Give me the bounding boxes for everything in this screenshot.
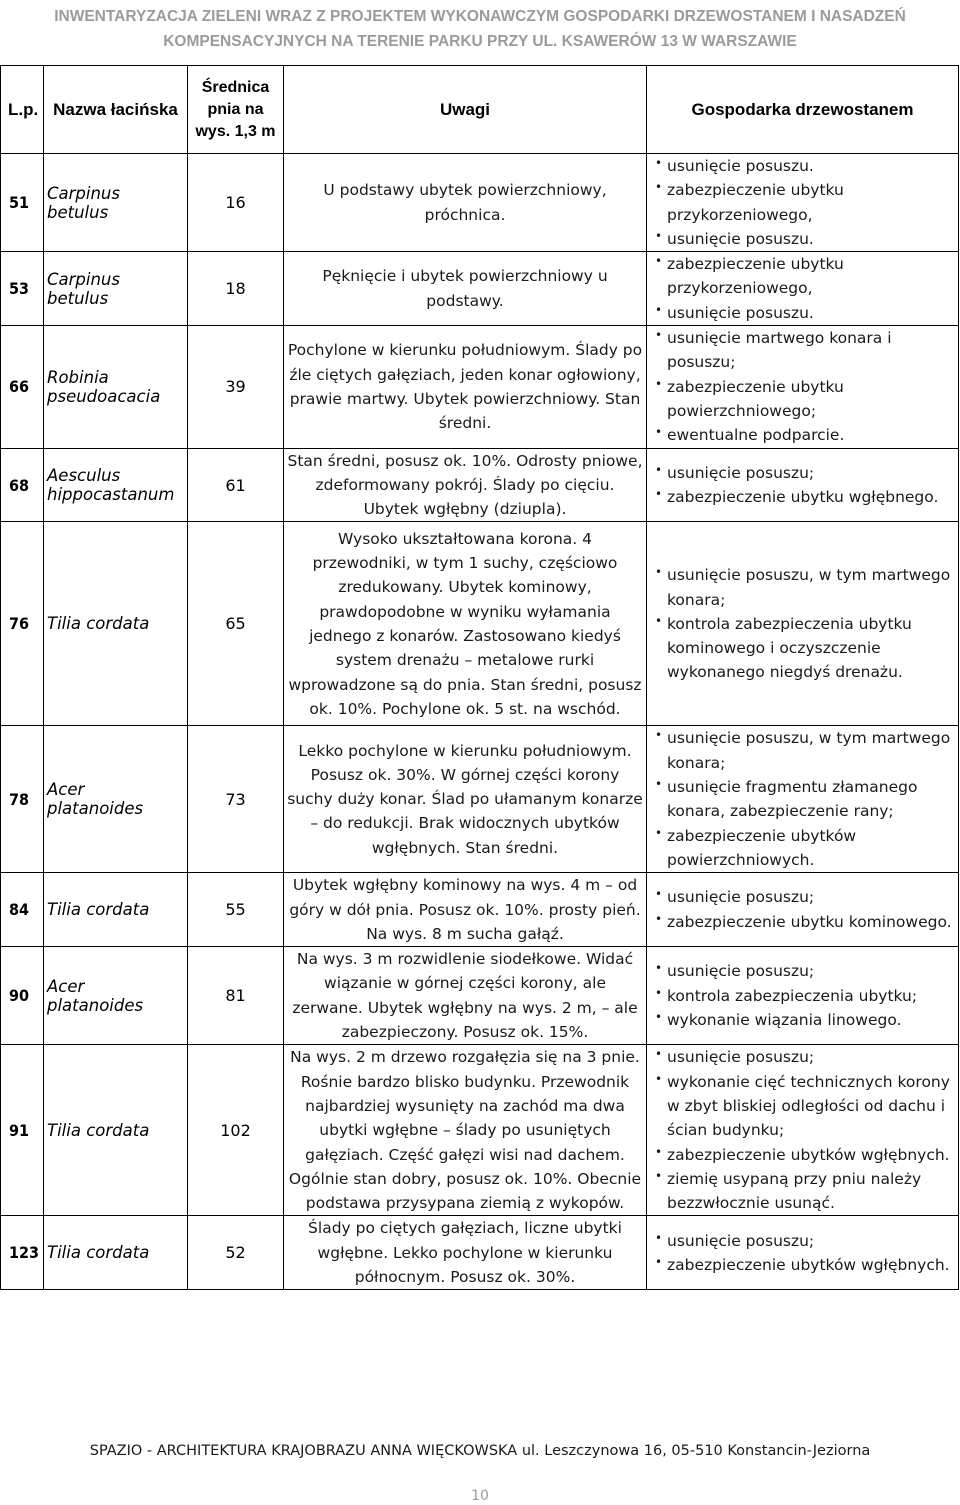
row-diameter: 65 — [188, 522, 284, 726]
row-diameter: 55 — [188, 873, 284, 947]
table-row — [1, 252, 959, 326]
row-remarks: Wysoko ukształtowana korona. 4 przewodniki, w tym 1 suchy, częściowo zredukowany. Ubytek kominowy, prawdopodobne w wyniku wyłamania jednego z konarów. Zastosowano kiedyś system drenażu – metalowe rurki wprowadzone są do pnia. Stan średni, posusz ok. 10%. Pochylone ok. 5 st. na wschód. — [284, 522, 647, 726]
row-remarks: Na wys. 2 m drzewo rozgałęzia się na 3 pnie. Rośnie bardzo blisko budynku. Przewodnik najbardziej wysunięty na zachód ma dwa ubytki wgłębne – ślady po usuniętych gałęziach. Część gałęzi wisi nad dachem. Ogólnie stan dobry, posusz ok. 10%. Obecnie podstawa przysypana ziemią z wykopów. — [284, 1045, 647, 1216]
row-diameter: 39 — [188, 326, 284, 448]
diameter-header-line-1: Średnica — [201, 78, 270, 96]
row-management — [647, 873, 959, 947]
row-lp: 68 — [1, 448, 44, 522]
row-remarks: Pęknięcie i ubytek powierzchniowy u podstawy. — [284, 252, 647, 326]
row-lp: 78 — [1, 726, 44, 873]
management-item: • usunięcie posuszu, w tym martwego konara; — [655, 726, 955, 775]
management-list — [655, 959, 955, 1032]
management-item: • kontrola zabezpieczenia ubytku kominowego i oczyszczenie wykonanego niegdyś drenażu. — [655, 612, 955, 685]
management-item: • wykonanie cięć technicznych korony w zbyt bliskiej odległości od dachu i ścian budynku; — [655, 1070, 955, 1143]
row-diameter: 16 — [188, 154, 284, 252]
table-row — [1, 154, 959, 252]
header-line-2: KOMPENSACYJNYCH NA TERENIE PARKU PRZY UL. KSAWERÓW 13 W WARSZAWIE — [163, 33, 797, 50]
management-item: • usunięcie martwego konara i posuszu; — [655, 326, 955, 375]
column-header-remarks: Uwagi — [284, 66, 647, 154]
management-list — [655, 252, 955, 325]
row-management — [647, 522, 959, 726]
row-remarks: Lekko pochylone w kierunku południowym. Posusz ok. 30%. W górnej części korony suchy duży konar. Ślad po ułamanym konarze – do redukcji. Brak widocznych ubytków wgłębnych. Stan średni. — [284, 726, 647, 873]
row-lp: 53 — [1, 252, 44, 326]
row-lp: 84 — [1, 873, 44, 947]
column-header-lp: L.p. — [1, 66, 44, 154]
row-diameter: 52 — [188, 1216, 284, 1290]
row-latin-name: Tilia cordata — [44, 522, 188, 726]
table-header-row — [1, 66, 959, 154]
management-item: • zabezpieczenie ubytku przykorzeniowego, — [655, 252, 955, 301]
header-line-1: INWENTARYZACJA ZIELENI WRAZ Z PROJEKTEM WYKONAWCZYM GOSPODARKI DRZEWOSTANEM I NASADZEŃ — [54, 8, 906, 25]
row-management — [647, 448, 959, 522]
row-latin-name: Carpinus betulus — [44, 252, 188, 326]
management-item: • usunięcie posuszu. — [655, 301, 955, 325]
management-list — [655, 563, 955, 684]
row-lp: 90 — [1, 947, 44, 1045]
management-item: • zabezpieczenie ubytków powierzchniowych. — [655, 824, 955, 873]
management-item: • zabezpieczenie ubytku powierzchniowego; — [655, 375, 955, 424]
row-lp: 76 — [1, 522, 44, 726]
row-latin-name: Acer platanoides — [44, 726, 188, 873]
management-list — [655, 726, 955, 872]
management-item: • zabezpieczenie ubytku przykorzeniowego, — [655, 178, 955, 227]
row-diameter: 18 — [188, 252, 284, 326]
management-item: • usunięcie posuszu. — [655, 227, 955, 251]
column-header-diameter — [188, 66, 284, 154]
management-list — [655, 326, 955, 447]
management-list — [655, 461, 955, 510]
row-remarks: Stan średni, posusz ok. 10%. Odrosty pniowe, zdeformowany pokrój. Ślady po cięciu. Ubytek wgłębny (dziupla). — [284, 448, 647, 522]
management-item: • usunięcie posuszu; — [655, 885, 955, 909]
management-item: • kontrola zabezpieczenia ubytku; — [655, 984, 955, 1008]
row-remarks: Na wys. 3 m rozwidlenie siodełkowe. Widać wiązanie w górnej części korony, ale zerwane. Ubytek wgłębny na wys. 2 m, – ale zabezpieczony. Posusz ok. 15%. — [284, 947, 647, 1045]
row-latin-name: Tilia cordata — [44, 873, 188, 947]
row-management — [647, 154, 959, 252]
row-diameter: 73 — [188, 726, 284, 873]
row-diameter: 81 — [188, 947, 284, 1045]
management-item: • usunięcie fragmentu złamanego konara, zabezpieczenie rany; — [655, 775, 955, 824]
table-row — [1, 947, 959, 1045]
page-number: 10 — [471, 1488, 489, 1504]
table-row — [1, 326, 959, 448]
row-lp: 66 — [1, 326, 44, 448]
management-item: • usunięcie posuszu. — [655, 154, 955, 178]
diameter-header-line-2: pnia na — [207, 100, 264, 118]
table-row — [1, 448, 959, 522]
management-item: • ewentualne podparcie. — [655, 423, 955, 447]
row-management — [647, 252, 959, 326]
management-item: • usunięcie posuszu; — [655, 461, 955, 485]
row-latin-name: Aesculus hippocastanum — [44, 448, 188, 522]
row-remarks: U podstawy ubytek powierzchniowy, próchnica. — [284, 154, 647, 252]
row-latin-name: Carpinus betulus — [44, 154, 188, 252]
table-row — [1, 873, 959, 947]
management-item: • usunięcie posuszu; — [655, 1229, 955, 1253]
management-list — [655, 154, 955, 251]
management-item: • usunięcie posuszu; — [655, 1045, 955, 1069]
table-row — [1, 522, 959, 726]
column-header-name: Nazwa łacińska — [44, 66, 188, 154]
row-remarks: Ubytek wgłębny kominowy na wys. 4 m – od góry w dół pnia. Posusz ok. 10%. prosty pień. Na wys. 8 m sucha gałąź. — [284, 873, 647, 947]
diameter-header-line-3: wys. 1,3 m — [195, 122, 276, 140]
row-management — [647, 326, 959, 448]
row-remarks: Ślady po ciętych gałęziach, liczne ubytki wgłębne. Lekko pochylone w kierunku północnym. Posusz ok. 30%. — [284, 1216, 647, 1290]
row-management — [647, 726, 959, 873]
row-management — [647, 1216, 959, 1290]
management-item: • ziemię usypaną przy pniu należy bezzwłocznie usunąć. — [655, 1167, 955, 1216]
management-item: • usunięcie posuszu; — [655, 959, 955, 983]
row-latin-name: Acer platanoides — [44, 947, 188, 1045]
table-row — [1, 726, 959, 873]
management-item: • zabezpieczenie ubytków wgłębnych. — [655, 1253, 955, 1277]
column-header-management: Gospodarka drzewostanem — [647, 66, 959, 154]
management-item: • wykonanie wiązania linowego. — [655, 1008, 955, 1032]
row-diameter: 102 — [188, 1045, 284, 1216]
table-row — [1, 1216, 959, 1290]
row-latin-name: Tilia cordata — [44, 1216, 188, 1290]
row-management — [647, 947, 959, 1045]
row-lp: 123 — [1, 1216, 44, 1290]
management-item: • zabezpieczenie ubytku wgłębnego. — [655, 485, 955, 509]
row-management — [647, 1045, 959, 1216]
management-item: • usunięcie posuszu, w tym martwego konara; — [655, 563, 955, 612]
row-remarks: Pochylone w kierunku południowym. Ślady po źle ciętych gałęziach, jeden konar ogłowiony, prawie martwy. Ubytek powierzchniowy. Stan średni. — [284, 326, 647, 448]
row-diameter: 61 — [188, 448, 284, 522]
management-item: • zabezpieczenie ubytków wgłębnych. — [655, 1143, 955, 1167]
row-latin-name: Robinia pseudoacacia — [44, 326, 188, 448]
management-list — [655, 1045, 955, 1215]
row-lp: 51 — [1, 154, 44, 252]
footer-company: SPAZIO - ARCHITEKTURA KRAJOBRAZU ANNA WIĘCKOWSKA ul. Leszczynowa 16, 05-510 Konstancin-Jeziorna — [89, 1443, 871, 1459]
row-lp: 91 — [1, 1045, 44, 1216]
management-list — [655, 1229, 955, 1278]
management-list — [655, 885, 955, 934]
tree-inventory-table — [0, 65, 959, 1290]
row-latin-name: Tilia cordata — [44, 1045, 188, 1216]
management-item: • zabezpieczenie ubytku kominowego. — [655, 910, 955, 934]
table-row — [1, 1045, 959, 1216]
